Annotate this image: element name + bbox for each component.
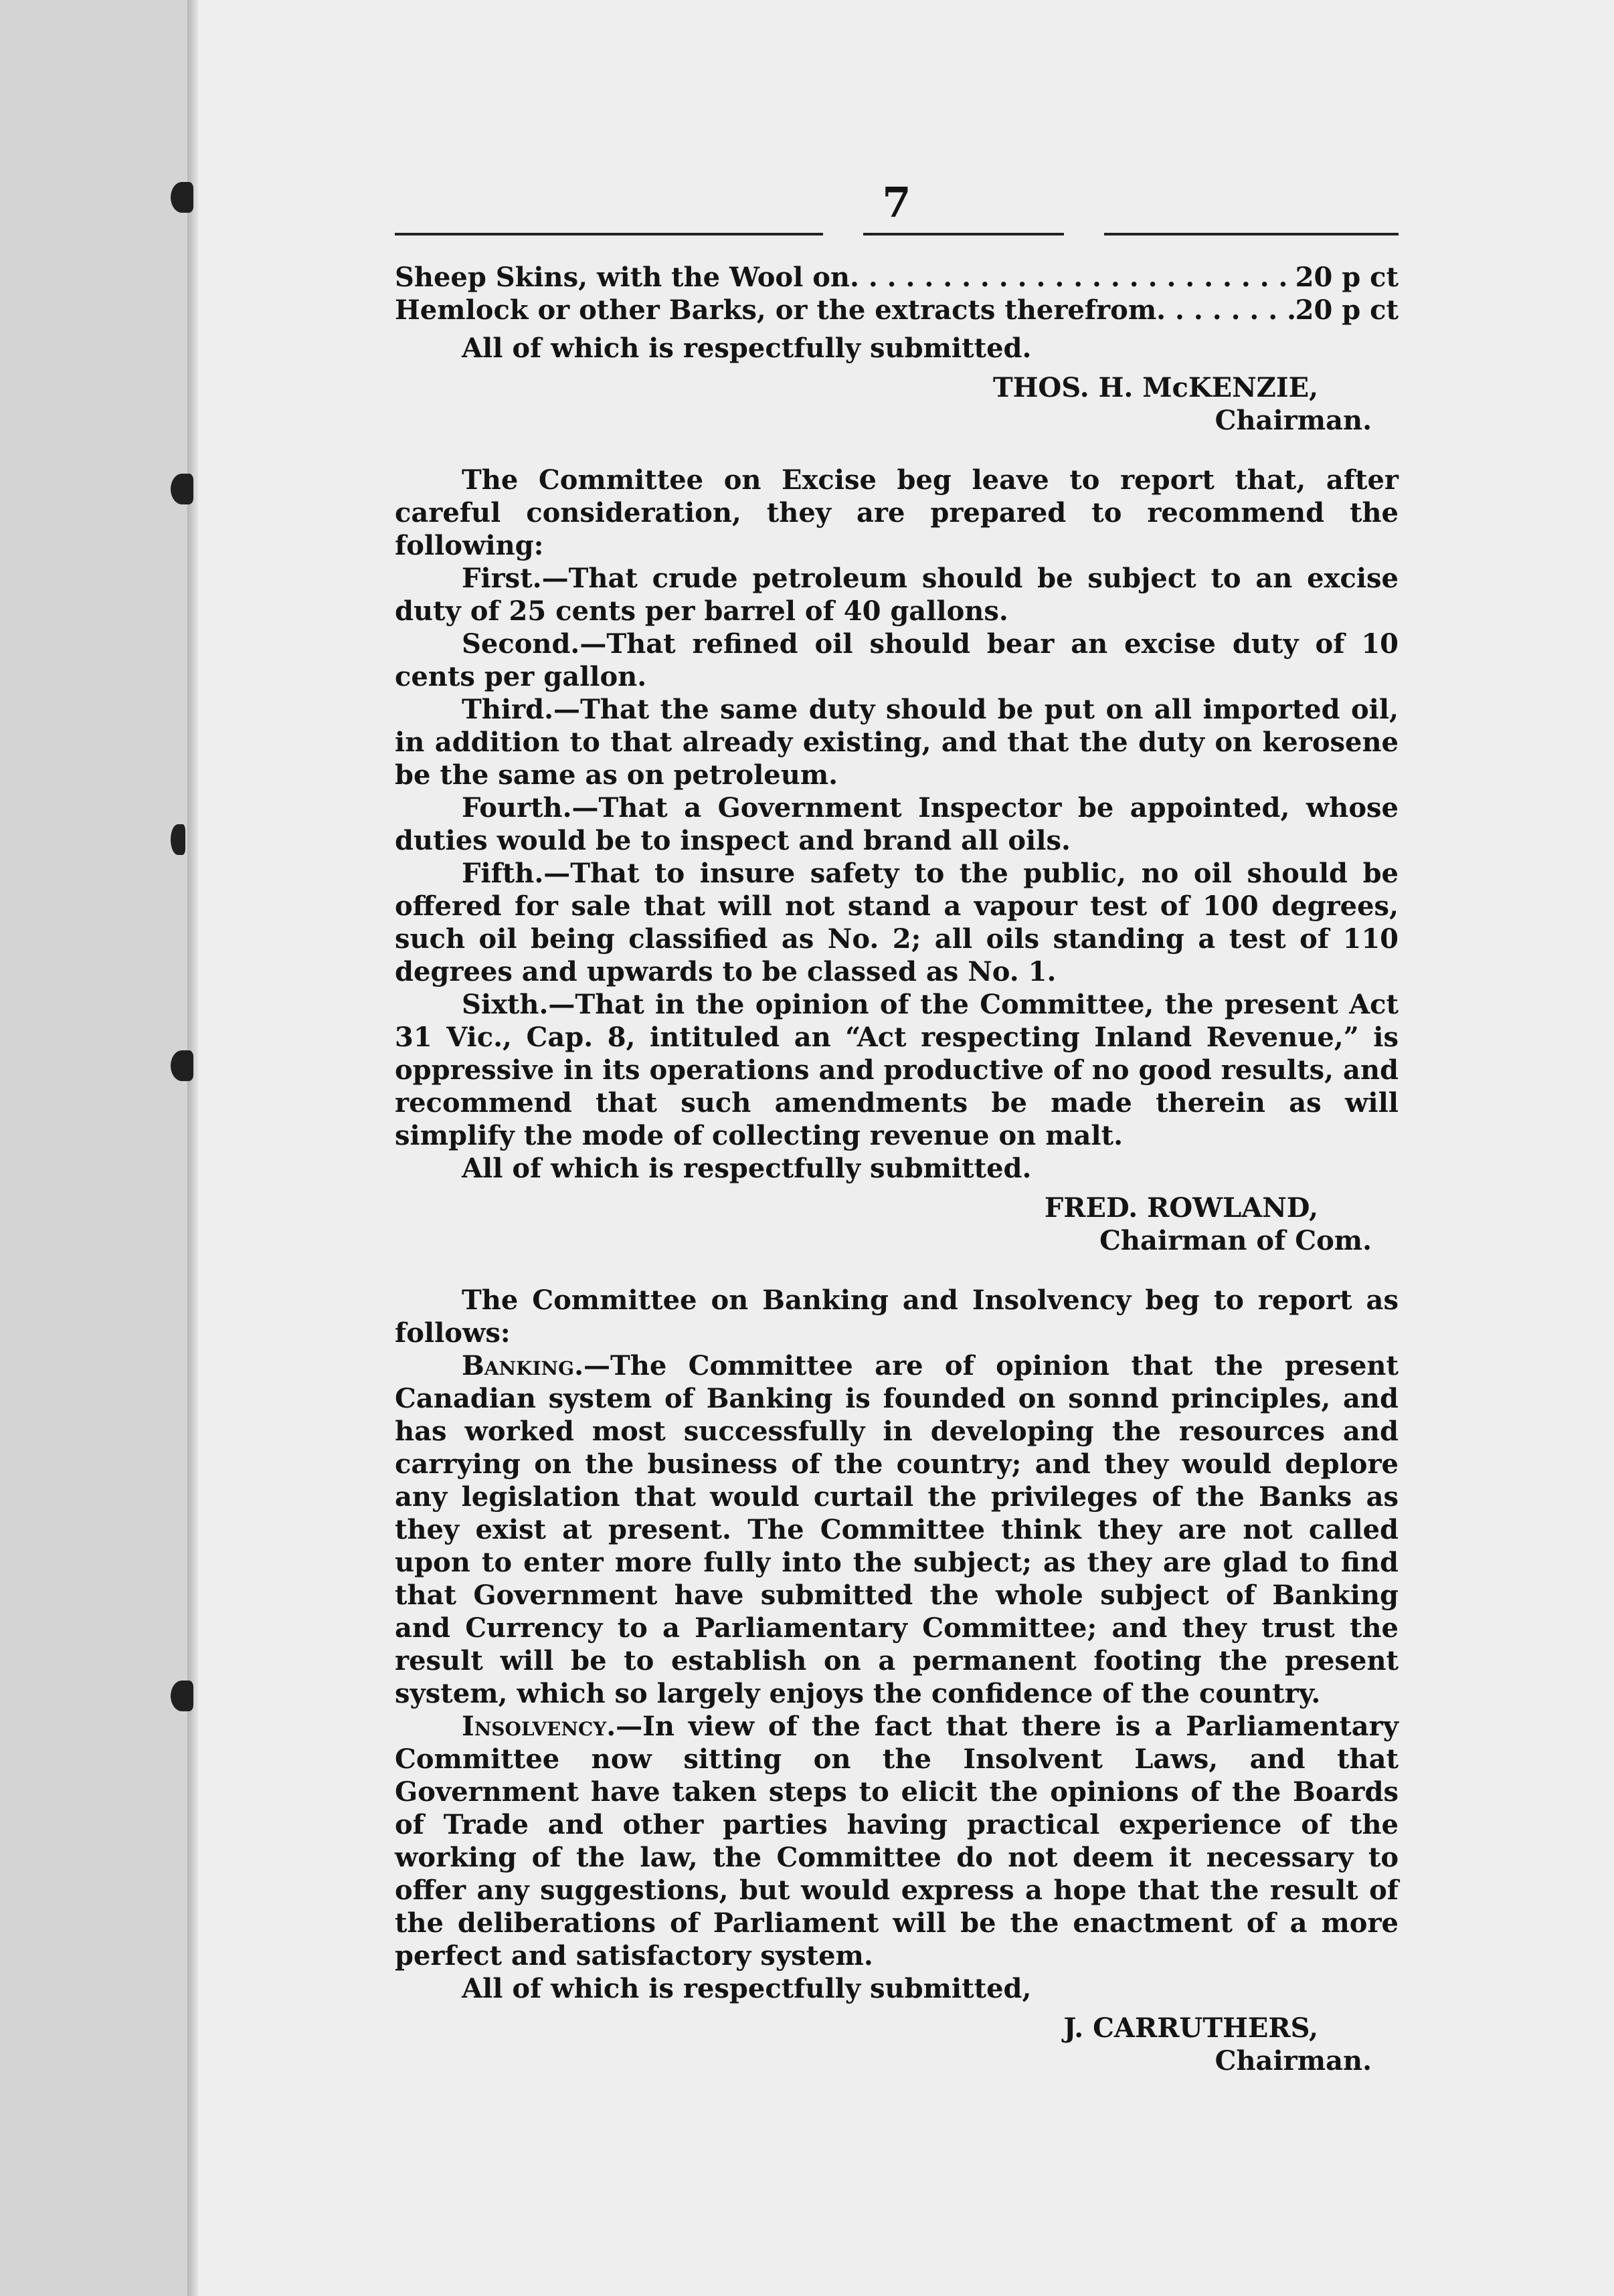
signer-name: THOS. H. McKENZIE,: [992, 372, 1318, 403]
binding-mark: [171, 182, 193, 213]
tariff-item: Sheep Skins, with the Wool on: [395, 262, 850, 293]
header-rule: [395, 233, 823, 235]
recommendation: [395, 791, 1399, 857]
signer-name: FRED. ROWLAND,: [1044, 1192, 1318, 1224]
paragraph-text: —In view of the fact that there is a Parliamentary Committee now sitting on the Insolvent Laws, and that Government have taken steps to elicit the opinions of the Boards of Trade and other parties having practical experience of the working of the law, the Committee do not deem it necessary to offer any suggestions, but would express a hope that the result of the deliberations of Parliament will be the enactment of a more perfect and satisfactory system.: [395, 1711, 1399, 1972]
recommendation-text: —That the same duty should be put on all imported oil, in addition to that already existing, and that the duty on kerosene be the same as on petroleum.: [395, 694, 1399, 791]
section-gap: [395, 437, 1399, 464]
banking-report: [395, 1284, 1399, 2077]
recommendation-label: Third.: [462, 694, 554, 725]
recommendation: [395, 693, 1399, 791]
recommendation-label: First.: [462, 563, 542, 594]
scan-margin: [0, 0, 187, 2296]
submitted-line: All of which is respectfully submitted.: [462, 1153, 1032, 1184]
signer-title: Chairman.: [1215, 2045, 1372, 2077]
report-intro: The Committee on Banking and Insolvency beg to report as follows:: [395, 1284, 1399, 1349]
recommendation-text: —That a Government Inspector be appointed, whose duties would be to inspect and brand all oils.: [395, 792, 1399, 856]
excise-report: [395, 464, 1399, 1257]
dot-leader: [1156, 294, 1295, 326]
submitted-line: All of which is respectfully submitted.: [462, 332, 1032, 364]
tariff-rate: 20 p ct: [1295, 262, 1399, 293]
binding-mark: [171, 1050, 193, 1081]
header-rule: [1104, 233, 1399, 235]
tariff-row: [395, 294, 1399, 326]
signer-title: Chairman.: [1215, 405, 1372, 436]
page-fold: [187, 0, 198, 2296]
recommendation-text: —That crude petroleum should be subject to an excise duty of 25 cents per barrel of 40 gallons.: [395, 563, 1399, 627]
tariff-item: Hemlock or other Barks, or the extracts therefrom: [395, 294, 1157, 326]
page-text: [395, 179, 1399, 2077]
report-paragraph: [395, 1349, 1399, 1710]
binding-mark: [171, 824, 185, 855]
recommendation-label: Fifth.: [462, 858, 544, 889]
paragraph-text: —The Committee are of opinion that the present Canadian system of Banking is founded on sonnd principles, and has worked most successfully in developing the resources and carrying on the business of the country; and they would deplore any legislation that would curtail the privileges of the Banks as they exist at present. The Committee think they are not called upon to enter more fully into the subject; as they are glad to find that Government have submitted the whole subject of Banking and Currency to a Parliamentary Committee; and they trust the result will be to establish on a permanent footing the present system, which so largely enjoys the confidence of the country.: [395, 1350, 1399, 1709]
report-paragraph: [395, 1710, 1399, 1972]
recommendation-label: Second.: [462, 628, 580, 660]
tariff-list: [395, 261, 1399, 326]
recommendation: [395, 562, 1399, 628]
submitted-line: All of which is respectfully submitted,: [462, 1973, 1032, 2004]
recommendation: [395, 857, 1399, 988]
page-number: 7: [882, 178, 911, 227]
signer-title: Chairman of Com.: [1099, 1225, 1372, 1256]
binding-mark: [171, 1681, 193, 1711]
recommendation-label: Sixth.: [462, 989, 549, 1020]
recommendation: [395, 628, 1399, 693]
tariff-row: [395, 261, 1399, 294]
section-gap: [395, 1257, 1399, 1284]
recommendation-label: Fourth.: [462, 792, 572, 824]
report-intro: The Committee on Excise beg leave to report that, after careful consideration, they are prepared to recommend the following:: [395, 464, 1399, 561]
recommendation-text: —That refined oil should bear an excise duty of 10 cents per gallon.: [395, 628, 1399, 692]
paragraph-label: Banking.: [462, 1350, 584, 1381]
tariff-rate: 20 p ct: [1295, 294, 1399, 326]
recommendation-text: —That to insure safety to the public, no oil should be offered for sale that will not stand a vapour test of 100 degrees, such oil being classified as No. 2; all oils standing a test of 110 degrees and upwards to be classed as No. 1.: [395, 858, 1399, 987]
paragraph-label: Insolvency.: [462, 1711, 616, 1742]
header-rule: [863, 233, 1064, 235]
dot-leader: [850, 261, 1295, 294]
recommendation-text: —That in the opinion of the Committee, the present Act 31 Vic., Cap. 8, intituled an “Act respecting Inland Revenue,” is oppressive in its operations and productive of no good results, and recommend that such amendments be made therein as will simplify the mode of collecting revenue on malt.: [395, 989, 1399, 1151]
recommendation: [395, 988, 1399, 1152]
signer-name: J. CARRUTHERS,: [1063, 2012, 1318, 2044]
binding-mark: [171, 474, 193, 504]
